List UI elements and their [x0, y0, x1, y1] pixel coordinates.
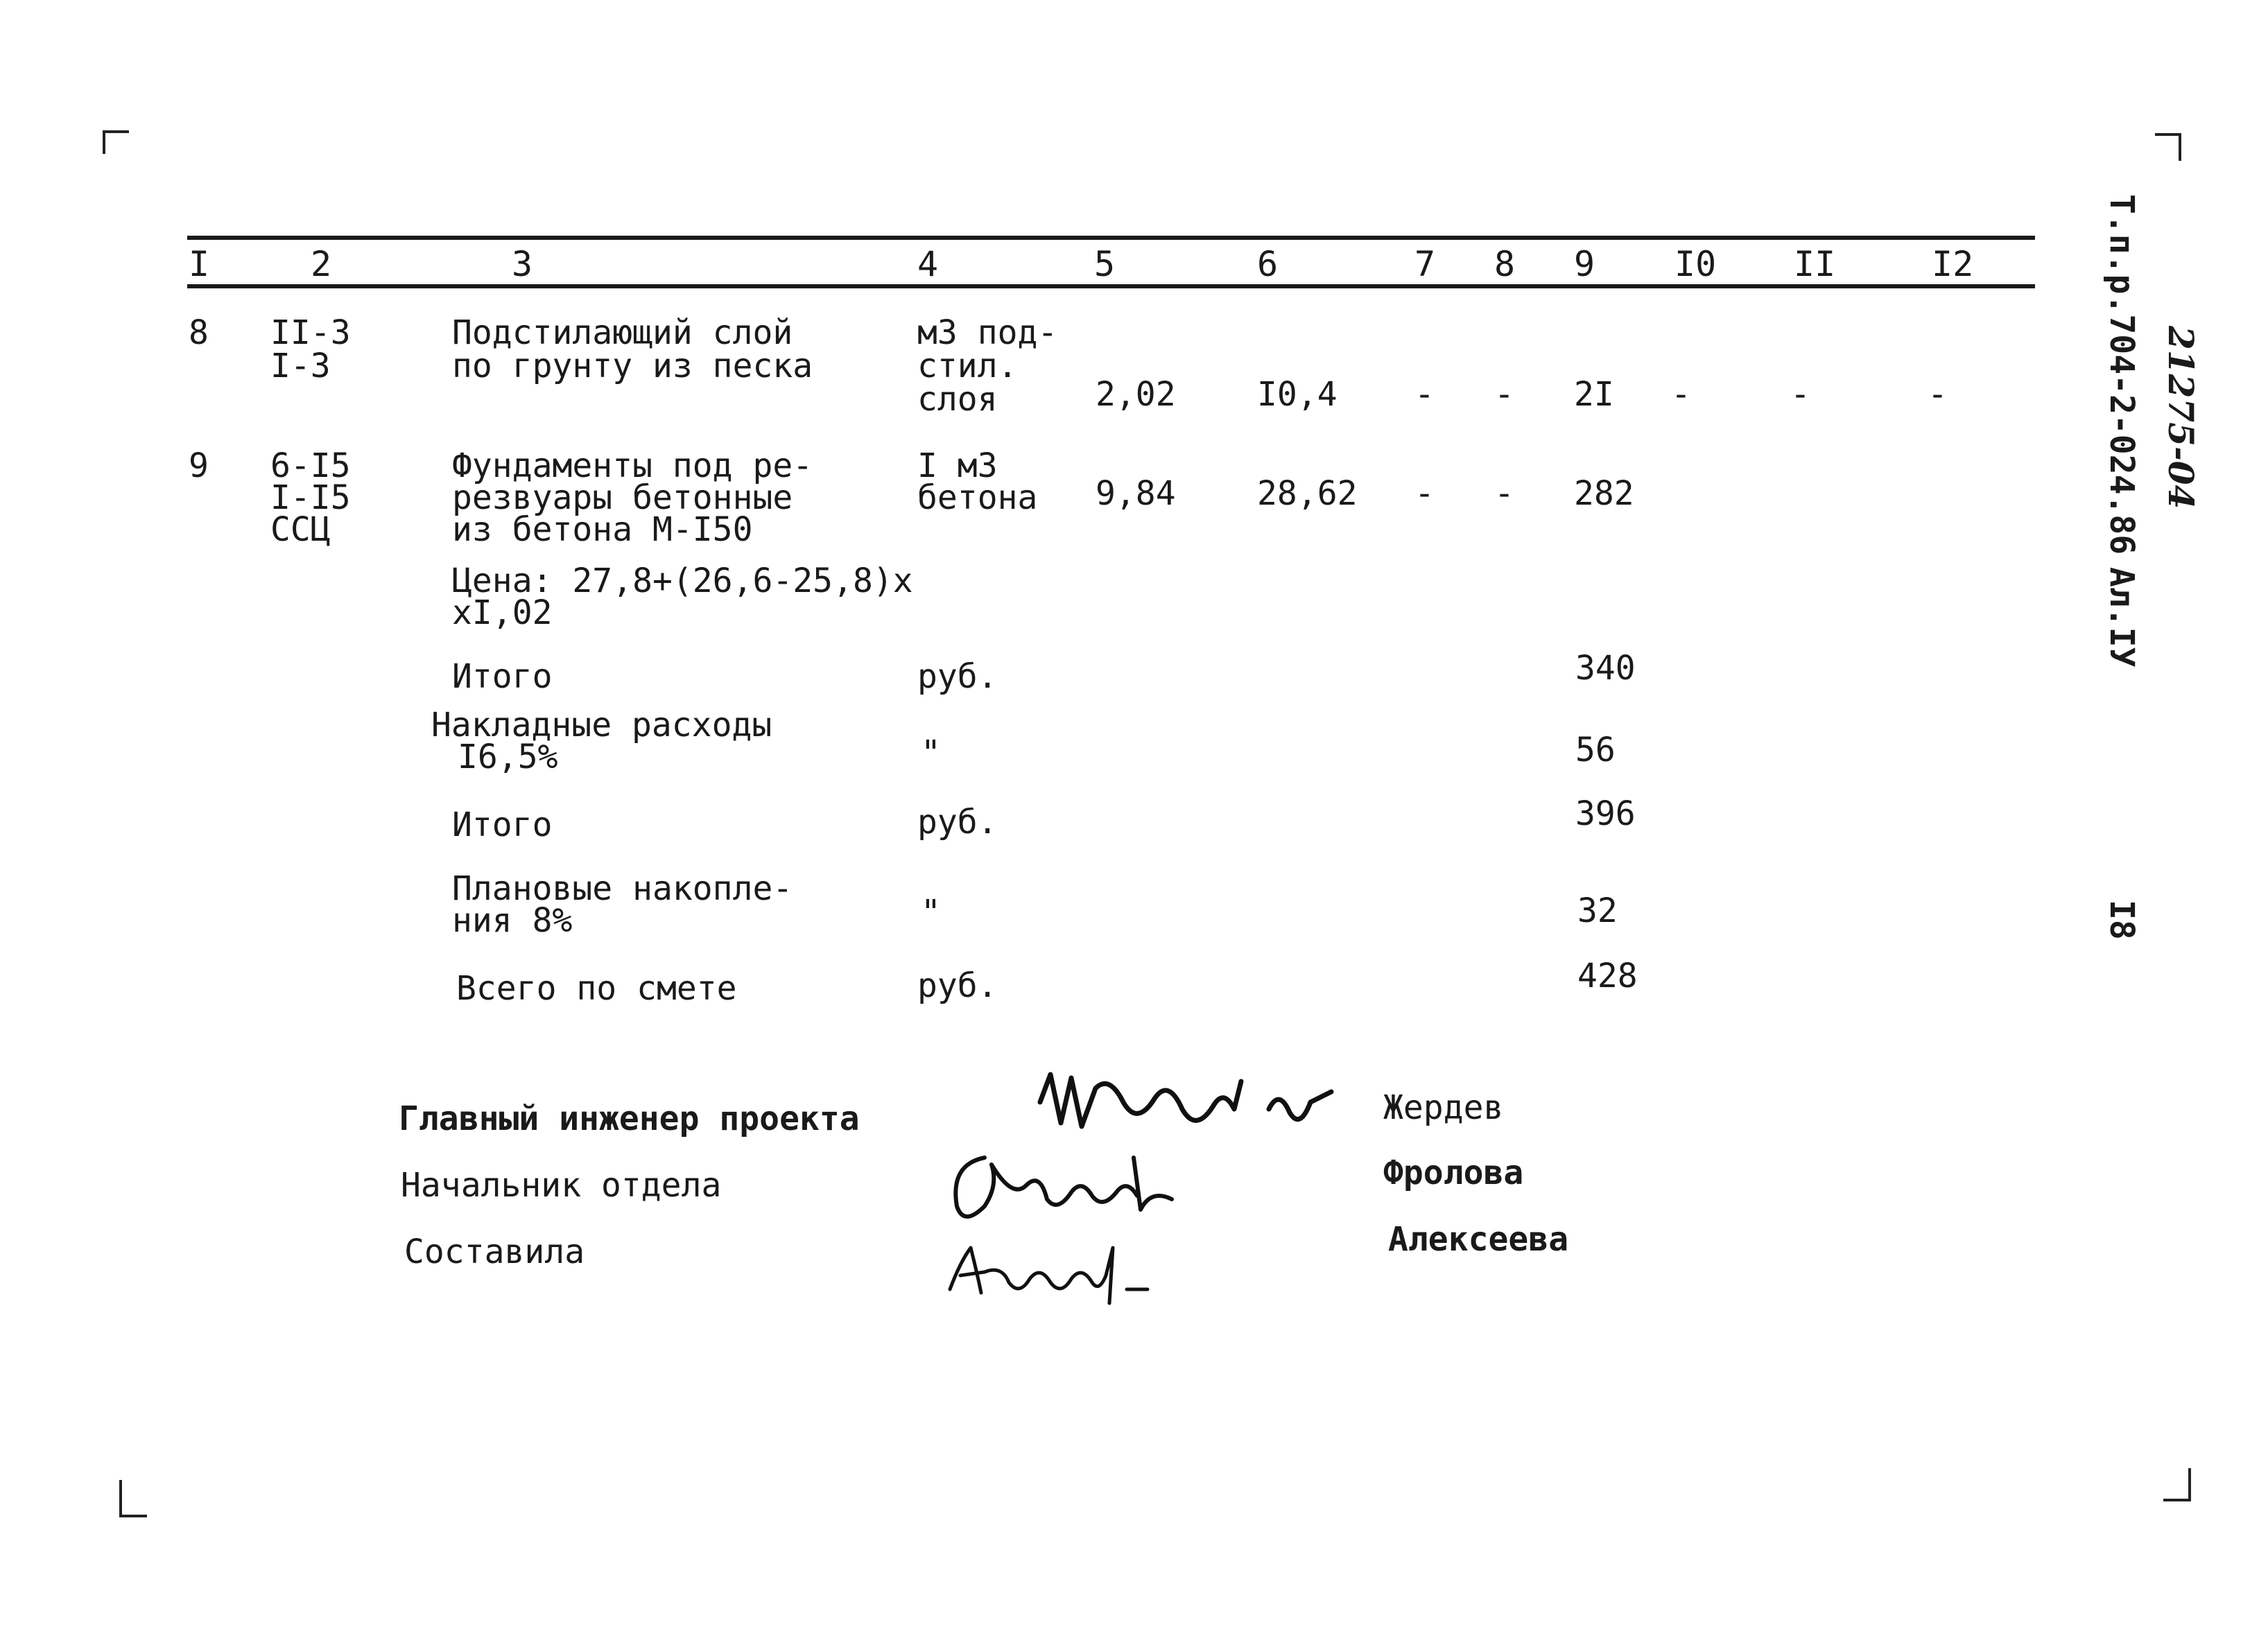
- handwritten-signature: [943, 1137, 1193, 1234]
- summary-value: 428: [1577, 957, 1638, 995]
- corner-mark-bottom-right: [2163, 1468, 2191, 1501]
- row-unit-line: I м3: [917, 446, 998, 485]
- handwritten-doc-number: 21275-04: [2161, 326, 2201, 509]
- row-price-note: Цена: 27,8+(26,6-25,8)х: [452, 561, 913, 600]
- signature-role: Составила: [404, 1232, 585, 1271]
- album-number: Ал.IУ: [2102, 567, 2141, 668]
- row-col11: -: [1790, 375, 1810, 414]
- doc-code: Т.п.р.704-2-024.86: [2102, 194, 2141, 555]
- row-price-note: хI,02: [452, 593, 553, 632]
- col-header-9: 9: [1574, 244, 1595, 284]
- row-col7: -: [1414, 474, 1435, 513]
- row-price: 28,62: [1257, 474, 1358, 513]
- summary-unit: ": [921, 893, 941, 932]
- col-header-10: I0: [1674, 244, 1717, 284]
- summary-label: Плановые накопле-: [452, 869, 793, 908]
- row-unit-line: м3 под-: [917, 313, 1058, 352]
- row-name-line: Фундаменты под ре-: [452, 446, 813, 485]
- summary-value: 56: [1575, 731, 1616, 769]
- row-name-line: резвуары бетонные: [452, 478, 793, 517]
- col-header-2: 2: [311, 244, 332, 284]
- row-code-line: I-3: [270, 347, 331, 385]
- signature-name: Жердев: [1383, 1088, 1504, 1127]
- row-name-line: по грунту из песка: [452, 347, 813, 385]
- header-rule-bottom: [187, 284, 2035, 288]
- row-unit-line: стил.: [917, 347, 1018, 385]
- signature-role: Главный инженер проекта: [399, 1099, 860, 1138]
- summary-unit: руб.: [917, 657, 998, 696]
- row-number: 9: [189, 446, 209, 485]
- summary-label: Итого: [452, 805, 553, 844]
- header-rule-top: [187, 236, 2035, 240]
- summary-unit: руб.: [917, 966, 998, 1005]
- summary-unit: руб.: [917, 803, 998, 842]
- corner-mark-top-right: [2155, 133, 2181, 161]
- col-header-6: 6: [1257, 244, 1279, 284]
- col-header-7: 7: [1414, 244, 1436, 284]
- row-unit-line: бетона: [917, 478, 1038, 517]
- page-number: I8: [2102, 900, 2141, 940]
- row-name-line: Подстилающий слой: [452, 313, 793, 352]
- summary-value: 32: [1577, 891, 1618, 930]
- row-quantity: 2,02: [1096, 375, 1176, 414]
- col-header-5: 5: [1094, 244, 1116, 284]
- row-col8: -: [1494, 474, 1514, 513]
- summary-label: ния 8%: [452, 901, 573, 940]
- summary-unit: ": [921, 733, 941, 772]
- col-header-1: I: [189, 244, 210, 284]
- row-code-line: I-I5: [270, 478, 351, 517]
- row-unit-line: слоя: [917, 380, 998, 419]
- col-header-8: 8: [1494, 244, 1516, 284]
- row-code-line: 6-I5: [270, 446, 351, 485]
- summary-label: Всего по смете: [456, 969, 737, 1008]
- signature-name: Фролова: [1383, 1153, 1524, 1192]
- corner-mark-bottom-left: [119, 1480, 147, 1517]
- col-header-4: 4: [917, 244, 939, 284]
- row-col7: -: [1414, 375, 1435, 414]
- summary-label: Накладные расходы: [431, 706, 772, 744]
- col-header-12: I2: [1932, 244, 1974, 284]
- row-price: I0,4: [1257, 375, 1338, 414]
- col-header-11: II: [1794, 244, 1836, 284]
- row-col10: -: [1671, 375, 1691, 414]
- signature-role: Начальник отдела: [401, 1166, 722, 1205]
- row-col12: -: [1928, 375, 1948, 414]
- row-total: 2I: [1574, 375, 1614, 414]
- summary-label: I6,5%: [458, 738, 558, 776]
- row-code-line: II-3: [270, 313, 351, 352]
- signature-name: Алексеева: [1388, 1220, 1569, 1259]
- row-quantity: 9,84: [1096, 474, 1176, 513]
- corner-mark-top-left: [103, 130, 129, 154]
- summary-value: 340: [1575, 649, 1636, 688]
- row-total: 282: [1574, 474, 1634, 513]
- col-header-3: 3: [512, 244, 533, 284]
- row-col8: -: [1494, 375, 1514, 414]
- summary-value: 396: [1575, 794, 1636, 833]
- row-number: 8: [189, 313, 209, 352]
- handwritten-signature: [940, 1234, 1161, 1310]
- row-name-line: из бетона М-I50: [452, 510, 753, 549]
- summary-label: Итого: [452, 657, 553, 696]
- row-code-line: ССЦ: [270, 510, 331, 549]
